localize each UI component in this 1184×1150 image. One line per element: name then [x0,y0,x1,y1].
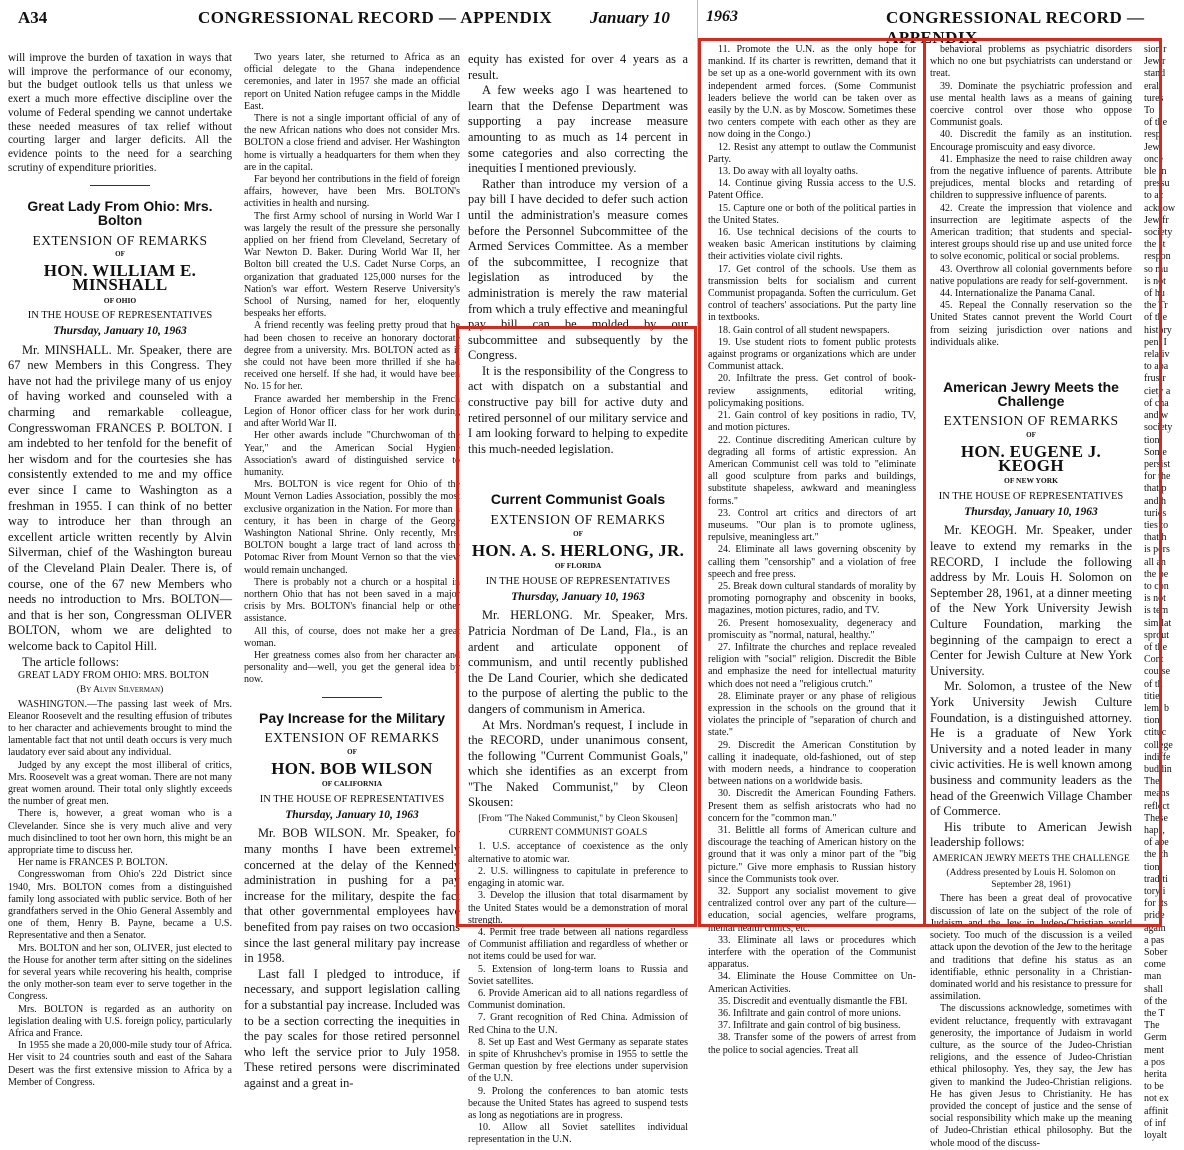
paragraph: A few weeks ago I was heartened to learn that the Defense Department was supporting a pay increase measure amounting to as much as 14 percent in some categories and also correcting the inequities I mentioned previously. [468,83,688,176]
list-item: a pas [1144,934,1165,946]
chamber: IN THE HOUSE OF REPRESENTATIVES [485,575,671,587]
paragraph: Mrs. BOLTON is regarded as an authority on legislation dealing with U.S. foreign policy, particularly Africa and France. [8,1003,232,1040]
list-item: 33. Eliminate all laws or procedures which interfere with the operation of the Communist apparatus. [708,934,916,971]
list-item: respon [1144,251,1171,263]
paragraph: Far beyond her contributions in the field of foreign affairs, however, have been Mrs. BOLTON's activities in health and nursing. [244,174,460,210]
list-item: 17. Get control of the schools. Use them as transmission belts for socialism and current Communist propaganda. Soften the curriculum. Get control of teachers' associations. Put the party line in textbooks. [708,263,916,324]
list-item: for its [1144,898,1168,910]
list-item: is not [1144,275,1166,287]
subheading: AMERICAN JEWRY MEETS THE CHALLENGE [932,853,1130,864]
list-item: tion. [1144,434,1163,446]
right-running-head [698,6,1181,47]
paragraph: Congresswoman from Ohio's 22d District since 1940, Mrs. BOLTON comes from a distinguished family long associated with public service. Both of her grandfathers served in the Ohio General Assembly and one of them, Henry B. Payne, became a U.S. Representative and then a Senator. [8,869,232,942]
list-item: haps, [1144,825,1165,836]
member-name: HON. WILLIAM E. MINSHALL [43,261,197,294]
list-item: 41. Emphasize the need to raise children away from the negative influence of parents. Attribute prejudices, mental blocks and retarding of children to suppressive influence of parents. [930,153,1132,202]
list-item: once [1144,153,1163,165]
list-item: is pers [1144,544,1170,556]
list-item: and h [1144,495,1166,507]
list-item: 32. Support any socialist movement to give centralized control over any part of the culture—education, social agencies, welfare programs, mental health clinics, etc. [708,886,916,934]
article-title: Current Communist Goals [490,491,666,508]
remarks-date: Thursday, January 10, 1963 [964,505,1098,518]
paragraph: The article follows: [22,654,120,669]
list-item: the pe [1144,568,1169,580]
list-item: is tem [1144,605,1169,617]
list-item: 10. Allow all Soviet satellites individual representation in the U.N. [468,1122,688,1146]
paragraph: Mr. MINSHALL. Mr. Speaker, there are 67 new Members in this Congress. They have not had the privilege many of us enjoy of having worked and counseled with a charming and remarkable colleague, Congresswoman FRANCES P. BOLTON. I am indebted to her tenfold for the benefit of her wisdom and for the courtesies she has consistently extended to me and my office ever since I came to Washington as a freshman in 1955. I can think of no better way to introduce her than through an excellent article written recently by Alvin Silverman, chief of the Washington bureau of the Cleveland Plain Dealer. There is, of course, one of the 67 new Members who needs no introduction to Mrs. BOLTON—and that is her son, Congressman OLIVER BOLTON, whom we are delighted to welcome back to Capitol Hill. [8,342,232,653]
list-item: and w [1144,410,1169,422]
list-item: behavioral problems as psychiatric disorders which no one but psychiatrists can understand or treat. [930,44,1132,80]
list-item: 19. Use student riots to foment public protests against programs or organizations which are under Communist attack. [708,336,916,373]
list-item: that h [1144,532,1167,544]
member-name: HON. BOB WILSON [271,758,433,778]
paragraph: will improve the burden of taxation in ways that will improve the performance of our economy, but the budget outlook tells us that unless we exert a much more effective discipline over the volume of Federal spending we cannot undertake these needed measures of tax relief without courting larger and larger deficits. All the evidence points to the need for a searching scrutiny of expenditure priorities. [8,52,232,174]
paragraph: It is the responsibility of the Congress to act with dispatch on a substantial and constructive pay bill for active duty and retired personnel of our military service and I am looking forward to helping to expedite this much-needed legislation. [468,363,688,456]
list-item: all an [1144,556,1166,568]
list-item: relativ [1144,349,1170,361]
of-label: OF [1026,431,1036,440]
list-item: The [1144,1020,1160,1032]
extension-heading: EXTENSION OF REMARKS [490,512,666,528]
list-item: lem, b [1144,702,1169,714]
list-item: to aba [1144,361,1169,373]
list-item: Jew r [1144,56,1166,68]
page-number: A34 [18,8,48,27]
list-item: resp [1144,129,1161,141]
paragraph: Two years later, she returned to Africa as an official delegate to the Ghana independence ceremonies, and later in 1957 she made an official report on United Nation refugee camps in the Middle East. [244,52,460,112]
list-item: so mu [1144,263,1169,275]
list-item: course [1144,666,1171,678]
list-item: Jew fr [1144,214,1169,226]
list-item: means [1144,788,1170,800]
list-item: again [1144,922,1166,934]
list-item: 5. Extension of long-term loans to Russia and Soviet satellites. [468,963,688,987]
journal-title: CONGRESSIONAL RECORD — APPENDIX [198,8,553,27]
list-item: of the [1144,995,1168,1007]
list-item: pressu [1144,178,1170,190]
list-item: acknow [1144,202,1176,214]
list-item: 6. Provide American aid to all nations regardless of Communist domination. [468,987,688,1012]
member-state: OF OHIO [103,295,137,305]
list-item: affinit [1144,1105,1169,1117]
paragraph: WASHINGTON.—The passing last week of Mrs. Eleanor Roosevelt and the resulting effusion of tributes to her character and achievements brought to mind the lamentable fact that not until death occurs is very much laudatory ever said about any individual. [8,698,232,759]
list-item: 29. Discredit the American Constitution by calling it inadequate, old-fashioned, out of step with modern needs, a hindrance to cooperation between nations on a worldwide basis. [708,739,916,788]
list-item: 23. Control art critics and directors of art museums. "Our plan is to promote ugliness, repulsive, meaningless art." [708,507,916,544]
list-item: 9. Prolong the conferences to ban atomic tests because the United States has agreed to suspend tests as long as negotiations are in progress. [468,1085,688,1121]
chamber: IN THE HOUSE OF REPRESENTATIVES [27,310,213,322]
list-item: tory i [1144,886,1166,898]
list-item: the Tr [1144,300,1168,312]
list-item: frustr [1144,373,1166,385]
list-item: 16. Use technical decisions of the courts to weaken basic American institutions by claiming their activities violate civil rights. [708,227,916,263]
paragraph: France awarded her membership in the French Legion of Honor officer class for her work during and after World War II. [244,393,460,430]
extension-heading: EXTENSION OF REMARKS [943,413,1119,429]
list-item: is not [1144,593,1166,605]
list-item: 24. Eliminate all laws governing obscenity by calling them "censorship" and a violation of free speech and free press. [708,544,916,580]
list-item: a pos [1144,1056,1165,1068]
list-item: 18. Gain control of all student newspapers. [718,324,890,336]
list-item: Cont [1144,654,1164,666]
year-label: 1963 [706,8,738,25]
paragraph: A friend recently was feeling pretty proud that he had been chosen to receive an honorary doctorate degree from a university. Mrs. BOLTON acted as if she could not have been more thrilled if she had received one herself. If she had, it would have been No. 15 for her. [244,320,460,393]
list-item: 26. Present homosexuality, degeneracy and promiscuity as "normal, natural, healthy." [708,617,916,641]
remarks-date: Thursday, January 10, 1963 [285,808,419,821]
list-item: of the [1144,641,1168,653]
list-item: pride [1144,910,1165,922]
paragraph: At Mrs. Nordman's request, I include in the RECORD, under unanimous consent, the following "Current Communist Goals," which she identifies as an excerpt from "The Naked Communist," by Cleon Skousen: [468,717,688,810]
list-item: the st [1144,239,1166,251]
list-item: to con [1144,580,1169,592]
paragraph: The first Army school of nursing in World War I was largely the result of the pressure she personally applied on her friend from Cleveland, Secretary of War Newton D. Baker. During World War II, her Bolton bill created the U.S. Cadet Nurse Corps, an organization that graduated 125,000 nurses for the Nation's war effort. Western Reserve University's School of Nursing, named for her, eloquently bespeaks her efforts. [244,210,460,320]
list-item: 38. Transfer some of the powers of arrest from the police to social agencies. Treat all [708,1032,916,1056]
remarks-date: Thursday, January 10, 1963 [53,324,187,337]
subheading: GREAT LADY FROM OHIO: MRS. BOLTON [18,670,210,682]
paragraph: Rather than introduce my version of a pay bill I have decided to defer such action until the administration's measure comes before the Personnel Subcommittee of the Armed Services Committee. As a member of the subcommittee, I recognize that legislation as introduced by the administration is merely the raw material from which a truly effective and meaningful pay bill can be molded by our subcommittee and subsequently by the Congress. [468,176,688,363]
list-item: sion r [1144,44,1167,55]
list-item: Sober [1144,947,1168,959]
list-item: These [1144,812,1168,824]
list-item: 39. Dominate the psychiatric profession and use mental health laws as a means of gaining coercive control over those who oppose Communist goals. [930,80,1132,129]
list-item: to be [1144,1081,1164,1093]
list-item: 35. Discredit and eventually dismantle the FBI. [718,995,908,1007]
list-item: buddin [1144,763,1172,775]
list-item: 7. Grant recognition of Red China. Admission of Red China to the U.N. [468,1012,688,1036]
chamber: IN THE HOUSE OF REPRESENTATIVES [938,491,1124,502]
article-title: Pay Increase for the Military [259,709,445,726]
subheading: CURRENT COMMUNIST GOALS [508,828,648,839]
list-item: 36. Infiltrate and gain control of more unions. [718,1008,902,1020]
list-item: Some [1144,446,1167,458]
list-item: 4. Permit free trade between all nations regardless of Communist affiliation and regardless of whether or not items could be used for war. [468,926,688,963]
paragraph: Judged by any except the most illiberal of critics, Mrs. Roosevelt was a great woman. There are not many great women around. Their total only slightly exceeds the number of great men. [8,759,232,808]
list-item: 45. Repeal the Connally reservation so the United States cannot prevent the World Court from seizing jurisdiction over nations and individuals alike. [930,300,1132,348]
paragraph: equity has existed for over 4 years as a result. [468,52,688,82]
remarks-date: Thursday, January 10, 1963 [511,590,645,603]
list-item: Germ [1144,1032,1167,1044]
paragraph: Her other awards include "Churchwoman of the Year," and the American Social Hygiene Association's award of distinguished service to humanity. [244,430,460,478]
member-state: OF CALIFORNIA [321,779,383,789]
list-item: 40. Discredit the family as an institution. Encourage promiscuity and easy divorce. [930,129,1132,153]
list-item: loyalt [1144,1130,1167,1142]
list-item: herita [1144,1069,1167,1081]
member-state: OF NEW YORK [1004,476,1058,486]
list-item: tures [1144,92,1164,104]
member-name: HON. EUGENE J. KEOGH [960,441,1102,475]
article-title: American Jewry Meets the Challenge [943,379,1119,409]
list-item: 22. Continue discrediting American culture by degrading all forms of artistic expression. An American Communist cell was told to "eliminate all good sculpture from parks and buildings, substitute shapeless, awkward and meaningless forms." [708,434,916,507]
list-item: 28. Eliminate prayer or any phase of religious expression in the schools on the ground that it violates the principle of "separation of church and state." [708,690,916,739]
list-item: 14. Continue giving Russia access to the U.S. Patent Office. [708,178,916,202]
list-item: 20. Infiltrate the press. Get control of book-review assignments, editorial writing, policymaking positions. [708,373,916,409]
list-item: of inf [1144,1117,1166,1129]
list-item: indiffe [1144,751,1171,763]
list-item: 34. Eliminate the House Committee on Un-American Activities. [708,971,916,995]
paragraph: Mrs. BOLTON and her son, OLIVER, just elected to the House for another term after sitting on the sidelines for several years while recovering his health, comprise the only mother-son team ever to serve together in the Congress. [8,942,232,1003]
list-item: 44. Internationalize the Panama Canal. [940,288,1095,300]
list-item: Jew [1144,141,1160,153]
list-item: 37. Infiltrate and gain control of big business. [718,1020,901,1032]
paragraph: Last fall I pledged to introduce, if necessary, and support legislation calling for a substantial pay increase. Included was to be a section correcting the inequities in the pay scales for those retired personnel who left the service prior to July 1958. These retired persons were discriminated against and a great in- [244,966,460,1090]
list-item: stand [1144,68,1166,80]
divider [90,185,150,186]
list-item: 25. Break down cultural standards of morality by promoting pornography and obscenity in books, magazines, motion pictures, radio, and TV. [708,580,916,617]
list-item: 42. Create the impression that violence and insurrection are legitimate aspects of the American tradition; that students and special-interest groups should rise up and use united force to solve economic, political or social problems. [930,202,1132,263]
list-item: To [1144,105,1155,117]
list-item: that p [1144,483,1167,495]
list-item: ties to [1144,519,1169,531]
list-item: shall [1144,983,1163,995]
list-item: persist [1144,458,1171,470]
list-item: man [1144,971,1162,983]
list-item: of abe [1144,837,1169,849]
list-item: society [1144,227,1173,239]
list-item: of the [1144,312,1168,324]
journal-title: CONGRESSIONAL RECORD — APPENDIX [886,8,1145,47]
list-item: 11. Promote the U.N. as the only hope for mankind. If its charter is rewritten, demand that it be set up as a one-world government with its own independent armed forces. (Some Communist leaders believe the world can be taken over as easily by the U.N. as by Moscow. Sometimes these two centers compete with each other as they are now doing in the Congo.) [708,44,916,141]
list-item: similat [1144,617,1172,629]
paragraph: His tribute to American Jewish leadership follows: [930,819,1132,850]
list-item: ment [1144,1044,1164,1056]
paragraph: Mr. Solomon, a trustee of the New York University Jewish Culture Foundation, is a distinguished attorney. He is a graduate of New York University and a noted leader in many civic activities. He is well known among business and community leaders as the head of the Greenwich Village Chamber of Commerce. [930,679,1132,819]
paragraph: Mr. KEOGH. Mr. Speaker, under leave to extend my remarks in the RECORD, I include the following address by Mr. Louis H. Solomon on September 28, 1961, at a dinner meeting of the New York University Jewish Culture Foundation, marking the beginning of the campaign to erect a Center for Jewish Culture at New York University. [930,523,1132,678]
paragraph: The discussions acknowledge, sometimes with evident reluctance, frequently with extravagant generosity, the importance of Judaism in world culture, as the source of the Judeo-Christian religions, and the essence of Judeo-Christian ethical philosophy. Yes, they say, the Jew has given to mankind the Judeo-Christian religions. He has given Jesus to Christianity. He has provided the concept of justice and the sense of social responsibility which make up the meaning of Judeo-Christian ethical philosophy. But the whole mood of the discuss- [930,1003,1132,1149]
list-item: pen, I [1144,336,1167,348]
paragraph: All this, of course, does not make her a great woman. [244,625,460,649]
address-note: (Address presented by Louis H. Solomon on September 28, 1961) [946,868,1116,891]
member-name: HON. A. S. HERLONG, JR. [471,540,685,560]
list-item: sprout [1144,629,1169,641]
column-1 [8,52,232,1088]
list-item: 43. Overthrow all colonial governments before native populations are ready for self-government. [930,263,1132,287]
list-item: 3. Develop the illusion that total disarmament by the United States would be a demonstration of moral strength. [468,890,688,926]
list-item: for the [1144,471,1171,483]
right-page [697,0,1181,1149]
list-item: 15. Capture one or both of the political parties in the United States. [708,202,916,226]
of-label: OF [347,747,357,756]
list-item: 27. Infiltrate the churches and replace revealed religion with "social" religion. Discredit the Bible and emphasize the need for intellectual maturity which does not need a "religious crutch." [708,641,916,690]
list-item: 31. Belittle all forms of American culture and discourage the teaching of American history on the ground that it was only a minor part of the "big picture." Give more emphasis to Russian history since the Communists took over. [708,825,916,885]
list-item: to ac [1144,190,1164,202]
member-state: OF FLORIDA [554,561,602,571]
list-item: 1. U.S. acceptance of coexistence as the only alternative to atomic war. [468,841,688,865]
list-item: The [1144,776,1160,788]
highlight-box [698,38,926,927]
list-item: titie [1144,690,1160,702]
list-item: college [1144,739,1173,751]
list-item: ble in [1144,166,1167,178]
divider [322,697,382,698]
list-item: tion [1144,861,1160,873]
highlight-box [456,326,697,927]
list-item: of the [1144,117,1168,129]
column-2 [244,52,460,1090]
list-item: 13. Do away with all loyalty oaths. [718,166,858,178]
article-title: Great Lady From Ohio: Mrs. Bolton [27,198,213,229]
paragraph: Mr. BOB WILSON. Mr. Speaker, for many months I have been extremely concerned at the delay of the Kennedy administration in pushing for a pay increase for the military, despite the fact that other governmental employees have benefited from pay raises on two occasions since the last general military pay increase in 1958. [244,826,460,966]
list-item: 12. Resist any attempt to outlaw the Communist Party. [708,141,916,165]
paragraph: There is, however, a great woman who is a Clevelander. Since she is very much alive and very much disinclined to toot her own horn, this might be an appropriate time to discuss her. [8,808,232,856]
paragraph: There has been a great deal of provocative discussion of late on the subject of the role of Judaism and the Jew in Judeo-Christian world society. Too much of the discussion is a veiled attack upon the devotion of the Jew to the heritage and traditions that define his status as an identifiable, ethnic personality in a Christian-dominated world and his resistance to pressure for assimilation. [930,893,1132,1003]
issue-date: January 10 [590,8,670,27]
paragraph: There is probably not a church or a hospital in northern Ohio that has not been saved in a major crisis by Mrs. BOLTON's financial help or other assistance. [244,576,460,625]
list-item: come [1144,959,1166,971]
list-item: history [1144,324,1172,336]
list-item: of hu [1144,288,1165,300]
chamber: IN THE HOUSE OF REPRESENTATIVES [259,794,445,806]
left-running-head [0,6,697,34]
paragraph: In 1955 she made a 20,000-mile study tour of Africa. Her visit to 24 countries south and east of the Sahara Desert was the first extensive mission to Africa by a Member of Congress. [8,1040,232,1088]
byline: (By Alvin Silverman) [76,685,164,696]
list-item: ciety a [1144,385,1171,397]
extension-heading: EXTENSION OF REMARKS [32,232,208,248]
list-item: traditi [1144,873,1168,885]
list-item: society [1144,422,1173,434]
extension-heading: EXTENSION OF REMARKS [264,730,440,746]
list-item: the T [1144,1008,1165,1020]
list-item: 8. Set up East and West Germany as separate states in spite of Khrushchev's promise in 1955 to settle the German question by free elections under supervision of the U.N. [468,1036,688,1085]
list-item: 2. U.S. willingness to capitulate in preference to engaging in atomic war. [468,865,688,890]
list-item: turies [1144,507,1167,519]
paragraph: There is not a single important official of any of the new African nations who does not consider Mrs. BOLTON a close friend and adviser. Her Washington home is virtually a headquarters for them when they are in the capital. [244,113,460,173]
list-item: 30. Discredit the American Founding Fathers. Present them as selfish aristocrats who had no concern for the "common man." [708,788,916,824]
paragraph: Mrs. BOLTON is vice regent for Ohio of the Mount Vernon Ladies Association, possibly the most exclusive organization in the Nation. For more than a century, it has been in charge of the George Washington National Shrine. Only recently, Mrs. BOLTON bought a large tract of land across the Potomac River from Mount Vernon so that the view would remain unchanged. [244,479,460,576]
list-item: ctituc [1144,727,1167,739]
highlight-box [923,38,1162,927]
list-item: the ch [1144,849,1169,861]
source-note: [From "The Naked Communist," by Cleon Skousen] [478,814,678,825]
of-label: OF [573,529,583,538]
paragraph: Her greatness comes also from her character and personality and—well, you get the general idea by now. [244,649,460,686]
list-item: eral [1144,80,1159,92]
paragraph: Mr. HERLONG. Mr. Speaker, Mrs. Patricia Nordman of De Land, Fla., is an ardent and articulate opponent of communism, and until recently published the De Land Courier, which she dedicated to the purpose of alerting the public to the dangers of communism in America. [468,608,688,716]
list-item: tion. [1144,715,1163,727]
paragraph: Her name is FRANCES P. BOLTON. [18,857,168,869]
list-item: of th [1144,678,1163,690]
of-label: OF [115,250,125,259]
list-item: of cha [1144,397,1169,409]
list-item: not ex [1144,1093,1169,1105]
list-item: reflect [1144,800,1170,812]
list-item: 21. Gain control of key positions in radio, TV, and motion pictures. [708,410,916,434]
